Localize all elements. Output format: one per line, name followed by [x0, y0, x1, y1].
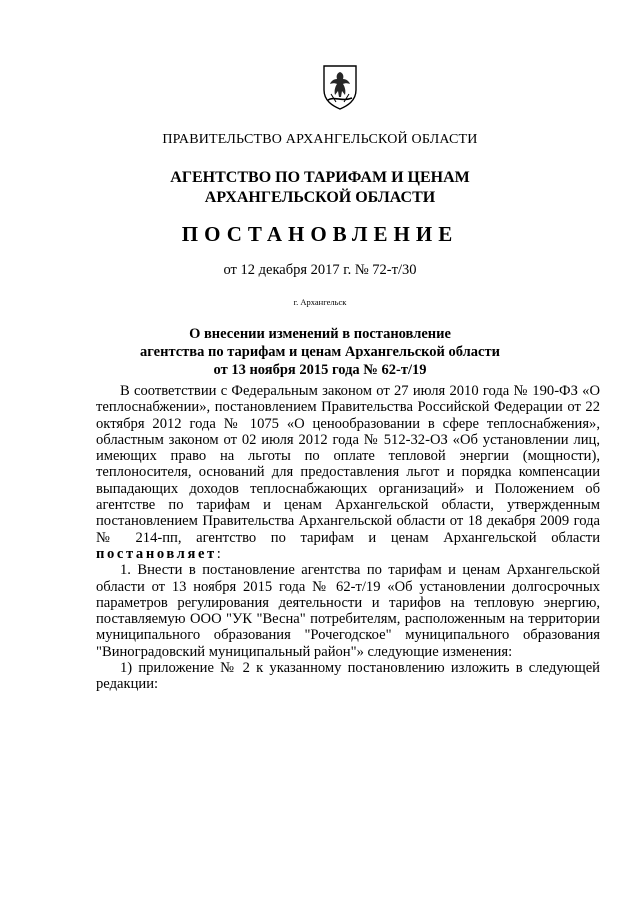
subject-line3: от 13 ноября 2015 года № 62-т/19 [213, 362, 427, 378]
agency-name [0, 168, 640, 208]
resolves-colon: : [216, 545, 221, 562]
document-type-title: ПОСТАНОВЛЕНИЕ [181, 222, 459, 246]
item-1-paragraph: 1. Внести в постановление агентства по тарифам и ценам Архангельской области от 13 ноября 2015 года № 62-т/19 «Об установлении долгосрочных параметров регулирования деятельности и тарифов на тепловую энергию, поставляемую ООО "УК "Весна" потребителям, расположенным на территории муниципального образования "Рочегодское" муниципального образования "Виноградовский муниципальный район"» следующие изменения: [96, 562, 600, 660]
document-body [96, 383, 600, 693]
subject-line2: агентства по тарифам и ценам Архангельской области [140, 344, 500, 360]
agency-name-line1: АГЕНТСТВО ПО ТАРИФАМ И ЦЕНАМ [170, 169, 470, 186]
coat-of-arms-emblem [322, 64, 358, 110]
subitem-1-paragraph: 1) приложение № 2 к указанному постановлению изложить в следующей редакции: [96, 660, 600, 693]
agency-name-line2: АРХАНГЕЛЬСКОЙ ОБЛАСТИ [204, 189, 436, 206]
document-date-number: от 12 декабря 2017 г. № 72-т/30 [223, 262, 417, 278]
subject-line1: О внесении изменений в постановление [189, 326, 451, 342]
resolves-word: постановляет [96, 545, 217, 562]
document-city: г. Архангельск [293, 297, 347, 307]
preamble-paragraph [96, 383, 600, 562]
preamble-text: В соответствии с Федеральным законом от 27 июля 2010 года № 190-ФЗ «О теплоснабжении», постановлением Правительства Российской Федерации от 22 октября 2012 года № 1075 «О ценообразовании в сфере теплоснабжения», областным законом от 02 июля 2012 года № 512-32-ОЗ «Об установлении лиц, имеющих право на льготы по оплате тепловой энергии (мощности), теплоносителя, оснований для предоставления льгот и порядка компенсации выпадающих доходов теплоснабжающих организаций» и Положением об агентстве по тарифам и ценам Архангельской области, утвержденным постановлением Правительства Архангельской области от 18 декабря 2009 года № 214-пп, агентство по тарифам и ценам Архангельской области [96, 383, 600, 546]
document-subject [0, 325, 640, 379]
government-name: ПРАВИТЕЛЬСТВО АРХАНГЕЛЬСКОЙ ОБЛАСТИ [162, 132, 478, 147]
